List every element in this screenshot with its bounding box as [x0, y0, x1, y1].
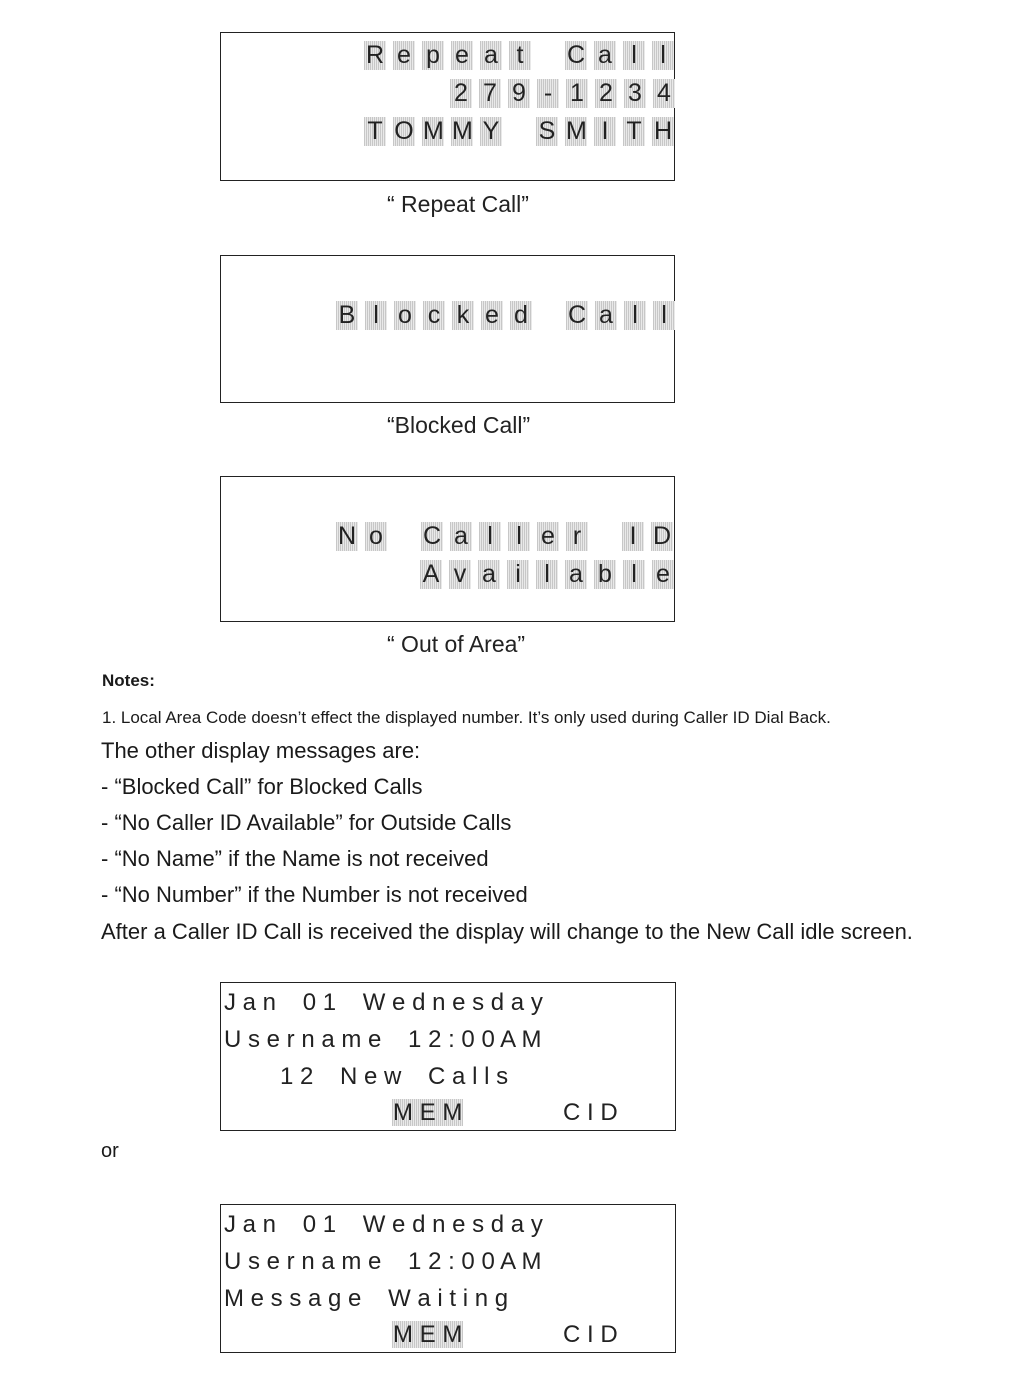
- lcd-char: 4: [653, 79, 675, 108]
- caption-out-of-area: “ Out of Area”: [387, 631, 526, 657]
- lcd-char: o: [365, 522, 387, 551]
- lcd-char: o: [394, 301, 416, 330]
- lcd-char: b: [594, 560, 616, 589]
- lcd-line: [364, 41, 681, 70]
- lcd-line: [420, 560, 681, 589]
- lcd-char: l: [623, 560, 645, 589]
- lcd-char: C: [567, 301, 587, 329]
- note-item-1: 1. Local Area Code doesn’t effect the displayed number. It’s only used during Caller ID Dial Back.: [102, 708, 831, 727]
- lcd-char: M: [423, 117, 444, 145]
- lcd-char: l: [623, 41, 645, 70]
- lcd-char: a: [565, 560, 587, 589]
- lcd-char: l: [479, 522, 501, 551]
- notes-label: Notes:: [102, 671, 155, 690]
- lcd-line: J a n 0 1 W e d n e s d a y: [224, 1211, 543, 1238]
- lcd-idle-new-calls: [220, 982, 676, 1131]
- lcd-line: U s e r n a m e 1 2 : 0 0 A M: [224, 1026, 542, 1053]
- lcd-char: T: [364, 117, 386, 146]
- lcd-char: N: [337, 522, 357, 550]
- lcd-char: l: [652, 41, 674, 70]
- mem-label: M E M: [393, 1099, 463, 1126]
- mem-softkey: [392, 1099, 463, 1127]
- lcd-line: [336, 301, 682, 330]
- lcd-char: [595, 522, 615, 551]
- lcd-char: a: [450, 522, 472, 551]
- lcd-char: T: [623, 117, 645, 146]
- lcd-char: 3: [624, 79, 646, 108]
- lcd-char: 2: [450, 79, 472, 108]
- lcd-char: a: [595, 301, 617, 330]
- caption-blocked-call: “Blocked Call”: [387, 412, 531, 438]
- lcd-char: M: [566, 117, 587, 145]
- lcd-line: U s e r n a m e 1 2 : 0 0 A M: [224, 1248, 542, 1275]
- lcd-char: I: [594, 117, 616, 146]
- lcd-char: e: [451, 41, 473, 70]
- lcd-char: l: [365, 301, 387, 330]
- notes-bullet: - “No Name” if the Name is not received: [101, 846, 489, 871]
- lcd-char: H: [653, 117, 673, 145]
- lcd-repeat-call: [220, 32, 675, 181]
- notes-bullet: - “No Caller ID Available” for Outside Calls: [101, 810, 512, 835]
- lcd-char: S: [536, 117, 558, 146]
- cid-softkey: C I D: [563, 1321, 618, 1348]
- lcd-char: C: [422, 522, 442, 550]
- lcd-char: e: [393, 41, 415, 70]
- lcd-blocked-call: [220, 255, 675, 403]
- lcd-char: l: [624, 301, 646, 330]
- mem-label: M E M: [393, 1321, 463, 1348]
- lcd-char: Y: [480, 117, 502, 146]
- lcd-char: k: [452, 301, 474, 330]
- lcd-out-of-area: [220, 476, 675, 622]
- notes-bullet: - “Blocked Call” for Blocked Calls: [101, 774, 423, 799]
- lcd-char: a: [478, 560, 500, 589]
- lcd-char: C: [566, 41, 586, 69]
- lcd-char: [539, 301, 559, 330]
- lcd-char: e: [652, 560, 674, 589]
- lcd-char: r: [566, 522, 588, 551]
- lcd-char: M: [452, 117, 473, 145]
- lcd-char: 2: [595, 79, 617, 108]
- mem-softkey: [392, 1321, 463, 1349]
- lcd-char: [509, 117, 529, 146]
- lcd-char: d: [510, 301, 532, 330]
- lcd-char: l: [508, 522, 530, 551]
- lcd-char: 9: [508, 79, 530, 108]
- lcd-char: l: [653, 301, 675, 330]
- lcd-char: O: [394, 117, 414, 145]
- lcd-char: [394, 522, 414, 551]
- lcd-char: a: [480, 41, 502, 70]
- lcd-char: 1: [566, 79, 588, 108]
- lcd-char: [538, 41, 558, 70]
- lcd-line: J a n 0 1 W e d n e s d a y: [224, 989, 543, 1016]
- lcd-line: 1 2 N e w C a l l s: [280, 1063, 509, 1090]
- lcd-char: t: [509, 41, 531, 70]
- lcd-char: c: [423, 301, 445, 330]
- lcd-char: R: [365, 41, 385, 69]
- cid-softkey: C I D: [563, 1099, 618, 1126]
- or-label: or: [101, 1140, 119, 1162]
- lcd-char: a: [594, 41, 616, 70]
- caption-repeat-call: “ Repeat Call”: [387, 191, 529, 217]
- lcd-char: p: [422, 41, 444, 70]
- lcd-idle-message-waiting: [220, 1204, 676, 1353]
- notes-after: After a Caller ID Call is received the display will change to the New Call idle screen.: [101, 919, 913, 944]
- lcd-char: e: [537, 522, 559, 551]
- lcd-line: [450, 79, 682, 108]
- lcd-char: 7: [479, 79, 501, 108]
- lcd-char: B: [336, 301, 358, 330]
- lcd-char: A: [420, 560, 442, 589]
- lcd-line: M e s s a g e W a i t i n g: [224, 1285, 509, 1312]
- lcd-char: l: [536, 560, 558, 589]
- lcd-char: D: [652, 522, 672, 550]
- notes-bullet: - “No Number” if the Number is not received: [101, 882, 528, 907]
- notes-intro: The other display messages are:: [101, 738, 421, 763]
- lcd-line: [336, 522, 680, 551]
- lcd-char: I: [622, 522, 644, 551]
- lcd-char: v: [449, 560, 471, 589]
- lcd-char: -: [537, 79, 559, 108]
- lcd-line: [364, 117, 681, 146]
- lcd-char: i: [507, 560, 529, 589]
- lcd-char: e: [481, 301, 503, 330]
